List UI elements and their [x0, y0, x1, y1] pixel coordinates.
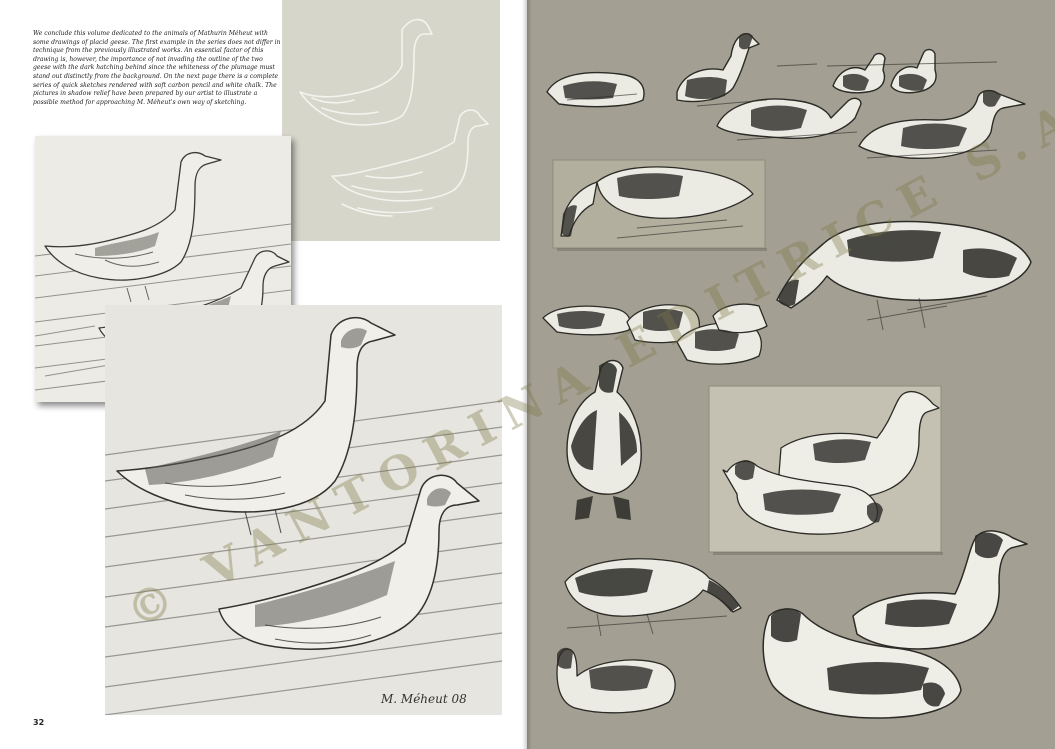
outline-geese-sketch — [282, 0, 500, 241]
outline-geese-drawing — [282, 0, 500, 241]
left-page — [0, 0, 527, 749]
goose-sketch-studies — [527, 0, 1055, 749]
large-geese-drawing — [105, 305, 502, 715]
bottom-resting-goose — [557, 648, 675, 713]
book-gutter — [522, 0, 532, 749]
bottom-right-geese-pair — [763, 531, 1027, 718]
standing-goose-front — [567, 361, 641, 521]
boxed-resting-geese — [709, 386, 943, 555]
artist-signature: M. Méheut 08 — [381, 692, 467, 706]
top-row-geese — [547, 33, 1025, 158]
large-feeding-goose — [777, 221, 1031, 330]
large-geese-drawing-art — [105, 305, 502, 715]
page-number: 32 — [33, 718, 45, 727]
copyright-watermark: © VANTORINA EDITRICE — [117, 159, 957, 640]
bottom-feeding-goose — [565, 559, 741, 636]
right-page — [527, 0, 1055, 749]
boxed-feeding-goose — [553, 160, 767, 251]
intro-text: We conclude this volume dedicated to the animals of Mathurin Méheut with some drawings of placid geese. The first example in the series does not differ in technique from the previously illustrated works. An essential factor of this drawing is, however, the importance of not invading the outline of the two geese with the dark hatching behind since the whiteness of the plumage must stand out distinctly from the background. On the next page there is a complete series of quick sketches rendered with soft carbon pencil and white chalk. The pictures in shadow relief have been prepared by our artist to illustrate a possible method for approaching M. Méheut's own way of sketching. — [33, 30, 281, 106]
resting-geese-row — [543, 304, 767, 364]
